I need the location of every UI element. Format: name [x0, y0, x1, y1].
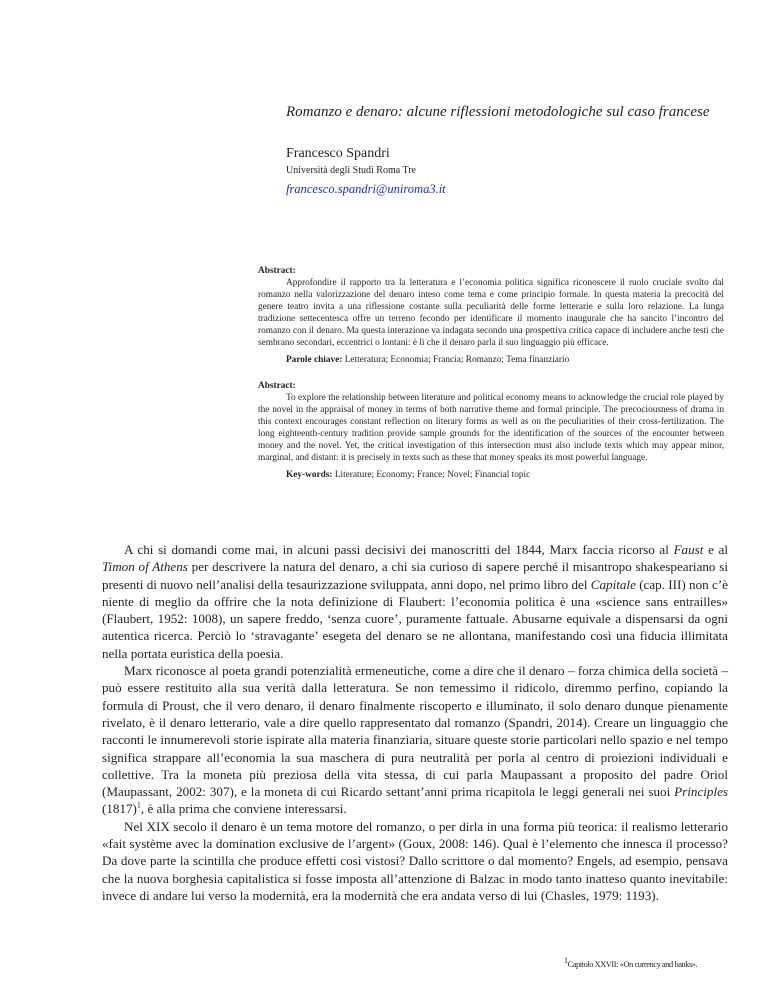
keywords-text: Literature; Economy; France; Novel; Financial topic [334, 470, 531, 480]
abstract-english [258, 380, 724, 481]
article-title: Romanzo e denaro: alcune riflessioni metodologiche sul caso francese [286, 104, 710, 120]
text-run: , è alla prima che conviene interessarsi. [140, 801, 347, 817]
keywords-line [258, 469, 724, 481]
keywords-line [258, 354, 724, 366]
work-title: Principles [674, 784, 728, 800]
abstract-heading: Abstract: [258, 266, 296, 276]
body-paragraph: Nel XIX secolo il denaro è un tema motore del romanzo, o per dirla in una forma più teorica: il realismo letterario «fait système avec la domination exclusive de l’argent» (Goux, 2008: 146). Qual è l’elemento che innesca il processo? Da dove parte la scintilla che produce effetti così vistosi? Dallo scrittore o dal momento? Engels, ad esempio, pensava che la nuova borghesia capitalistica si fosse imposta all’attenzione di Balzac in modo tanto inatteso quanto inevitabile: invece di andare lui verso la modernità, era la modernità che era andata verso di lui (Chasles, 1979: 1193). [102, 818, 728, 903]
keywords-label: Parole chiave: [286, 355, 343, 365]
author-name: Francesco Spandri [286, 146, 390, 161]
work-title: Capitale [590, 576, 636, 592]
author-affiliation: Università degli Studi Roma Tre [286, 165, 416, 176]
body-paragraph [102, 662, 728, 818]
text-run: Marx riconosce al poeta grandi potenzialità ermeneutiche, come a dire che il denaro – forza chimica della società – può essere restituito alla sua verità dalla letteratura. Se non temessimo il ridicolo, diremmo perfino, copiando la formula di Proust, che il vero denaro, il denaro finalmente riscoperto e illuminato, il solo denaro dunque pienamente rivelato, è il denaro letterario, vale a dire quello rappresentato dal romanzo (Spandri, 2014). Creare un linguaggio che racconti le innumerevoli storie ispirate alla materia finanziaria, situare queste storie particolari nello spazio e nel tempo significa strappare all’economia la sua maschera di pura neutralità per porla al centro di proiezioni individuali e collettive. Tra la moneta più preziosa della vita stessa, di cui parla Maupassant a proposito del padre Oriol (Maupassant, 2002: 307), e la moneta di cui Ricardo settant’anni prima ricapitola le leggi generali nei suoi [102, 663, 728, 800]
text-run: (1817) [102, 801, 137, 817]
author-email-link[interactable]: francesco.spandri@uniroma3.it [286, 182, 446, 196]
work-title: Timon of Athens [102, 559, 188, 575]
text-run: (cap. III) non c’è niente di meglio da offrire che la nota definizione di Flaubert: l’economia politica è una «science sans entrailles» (Flaubert, 1952: 1008), un sapere freddo, ‘senza cuore’, puramente fattuale. Abusarne equivale a dispensarsi da ogni autentica ricerca. Perciò lo ‘stravagante’ esegeta del denaro se ne allontana, manifestando così una fiducia illimitata nella portata euristica della poesia. [102, 576, 728, 661]
article-body [102, 541, 728, 904]
footnote-marker[interactable]: 1 [136, 801, 141, 811]
footnote [564, 956, 698, 969]
abstract-heading: Abstract: [258, 381, 296, 391]
keywords-text: Letteratura; Economia; Francia; Romanzo; Tema finanziario [344, 355, 570, 365]
text-run: A chi si domandi come mai, in alcuni passi decisivi dei manoscritti del 1844, Marx faccia ricorso al [124, 542, 674, 557]
abstract-italian [258, 265, 724, 366]
abstract-text: To explore the relationship between literature and political economy means to acknowledge the crucial role played by the novel in the appraisal of money in terms of both narrative theme and formal principle. The precociousness of drama in this context encourages constant reflection on literary forms as well as on the peculiarities of their cross-fertilization. The long eighteenth-century tradition provide sample grounds for the identification of the sources of the encounter between money and the novel. Yet, the critical investigation of this intersection must also include texts which may appear minor, marginal, and distant: it is precisely in texts such as these that money speaks its most powerful language. [258, 393, 724, 463]
footnote-text: Capitolo XXVII: «On currency and banks». [567, 960, 698, 969]
abstract-text: Approfondire il rapporto tra la letteratura e l’economia politica significa riconoscere il ruolo cruciale svolto dal romanzo nella valorizzazione del denaro inteso come tema e come principio formale. In questa materia la precocità del genere teatro invita a una riflessione costante sulla peculiarità delle forme letterarie e sulla loro relazione. La lunga tradizione settecentesca offre un terreno fecondo per identificare il momento inaugurale che ha sancito l’incontro del romanzo con il denaro. Ma questa interazione va indagata secondo una prospettiva critica capace di includere anche testi che sembrano secondari, eccentrici o lontani: è lì che il denaro parla il suo linguaggio più efficace. [258, 278, 724, 348]
body-paragraph [102, 541, 728, 662]
text-run: per descrivere la natura del denaro, a chi sia curioso di sapere perché il misantropo shakespeariano si presenti di nuovo nell’analisi della tesaurizzazione sviluppata, anni dopo, nel primo libro del [102, 559, 728, 592]
keywords-label: Key-words: [286, 470, 333, 480]
footnote-number: 1 [564, 956, 568, 966]
text-run: e al [703, 542, 729, 557]
work-title: Faust [673, 542, 704, 557]
